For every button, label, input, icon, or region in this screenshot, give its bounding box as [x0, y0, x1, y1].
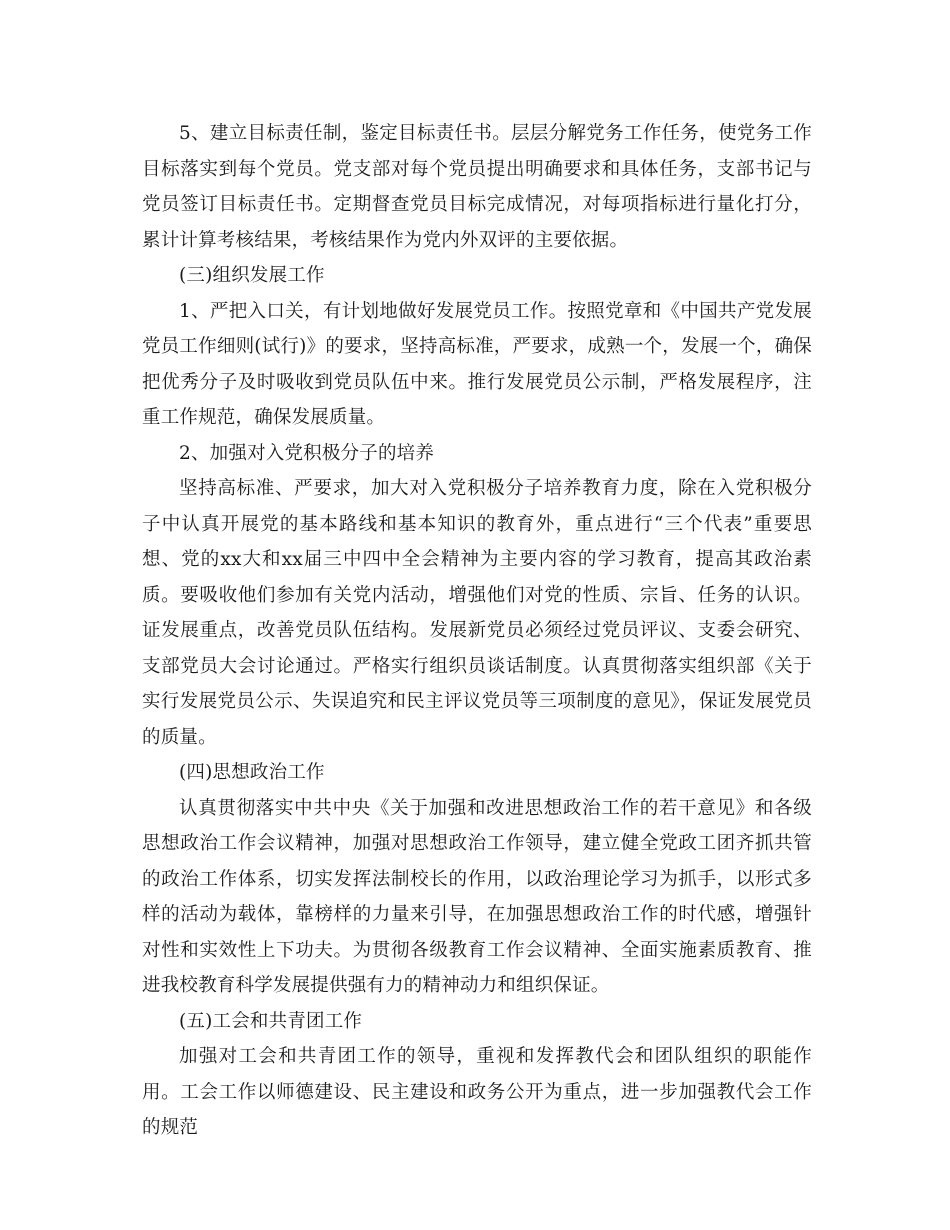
paragraph-strict-entry: 1、严把入口关，有计划地做好发展党员工作。按照党章和《中国共产党发展党员工作细则(试行)》的要求，坚持高标准，严要求，成熟一个，发展一个，确保把优秀分子及时吸收到党员队伍中来。推行发展党员公示制，严格发展程序，注重工作规范，确保发展质量。: [142, 300, 812, 428]
paragraph-activist-training: 坚持高标准、严要求，加大对入党积极分子培养教育力度，除在入党积极分子中认真开展党的基本路线和基本知识的教育外，重点进行“三个代表”重要思想、党的xx大和xx届三中四中全会精神为主要内容的学习教育，提高其政治素质。要吸收他们参加有关党内活动，增强他们对党的性质、宗旨、任务的认识。证发展重点，改善党员队伍结构。发展新党员必须经过党员评议、支委会研究、支部党员大会讨论通过。严格实行组织员谈话制度。认真贯彻落实组织部《关于实行发展党员公示、失误追究和民主评议党员等三项制度的意见》，保证发展党员的质量。: [142, 478, 812, 748]
paragraph-union-youth-league: 加强对工会和共青团工作的领导，重视和发挥教代会和团队组织的职能作用。工会工作以师德建设、民主建设和政务公开为重点，进一步加强教代会工作的规范: [142, 1046, 812, 1138]
section-heading-ideological-work: (四)思想政治工作: [179, 762, 325, 783]
paragraph-target-responsibility: 5、建立目标责任制，鉴定目标责任书。层层分解党务工作任务，使党务工作目标落实到每个党员。党支部对每个党员提出明确要求和具体任务，支部书记与党员签订目标责任书。定期督查党员目标完成情况，对每项指标进行量化打分，累计计算考核结果，考核结果作为党内外双评的主要依据。: [142, 123, 812, 251]
paragraph-ideological-work: 认真贯彻落实中共中央《关于加强和改进思想政治工作的若干意见》和各级思想政治工作会议精神，加强对思想政治工作领导，建立健全党政工团齐抓共管的政治工作体系，切实发挥法制校长的作用，以政治理论学习为抓手，以形式多样的活动为载体，靠榜样的力量来引导，在加强思想政治工作的时代感，增强针对性和实效性上下功夫。为贯彻各级教育工作会议精神、全面实施素质教育、推进我校教育科学发展提供强有力的精神动力和组织保证。: [142, 797, 812, 996]
subheading-activist-training: 2、加强对入党积极分子的培养: [179, 442, 435, 464]
document-body: [142, 116, 812, 1146]
section-heading-union-youth-league: (五)工会和共青团工作: [179, 1010, 363, 1032]
section-heading-organization-development: (三)组织发展工作: [179, 265, 325, 286]
